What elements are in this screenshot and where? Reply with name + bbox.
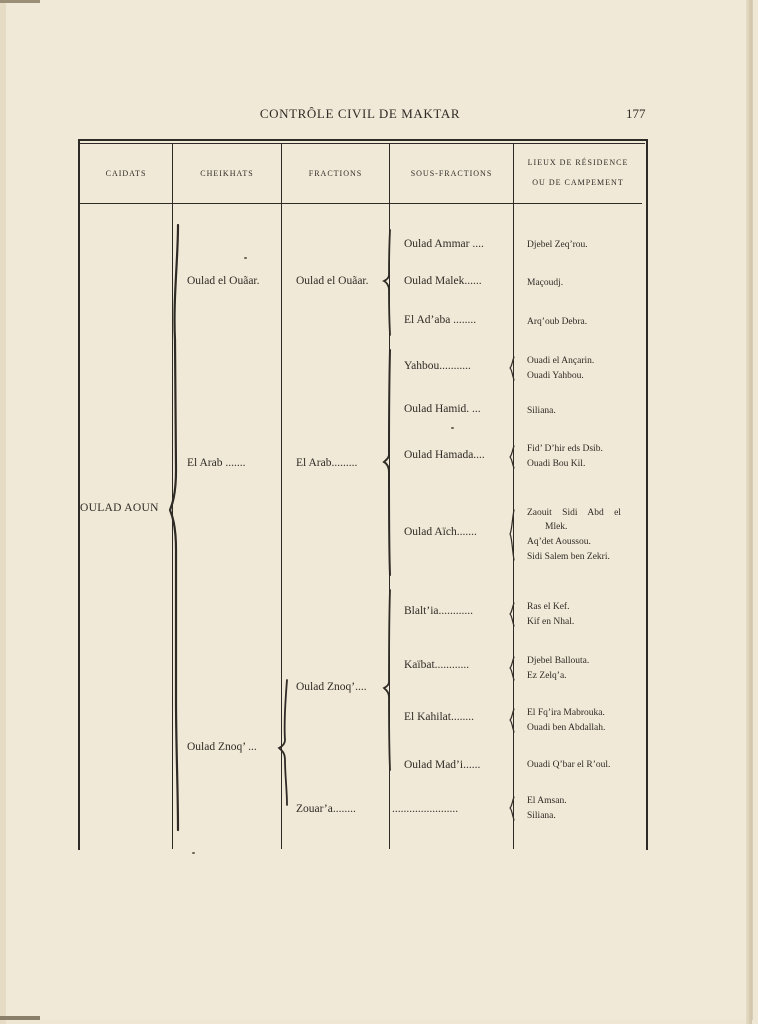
residence-cell: Kif en Nhal.: [527, 617, 575, 627]
sous-fraction-cell: Oulad Ammar ....: [404, 238, 484, 250]
running-head: CONTRÔLE CIVIL DE MAKTAR: [259, 106, 461, 121]
page-left-edge: [0, 0, 6, 1024]
cheikhat-cell: Oulad el Ouãar.: [187, 275, 260, 287]
sous-fraction-cell: Oulad Hamada....: [404, 449, 485, 461]
table-header-rule: [79, 203, 642, 204]
scan-corner-mark-bottom: [0, 1016, 40, 1020]
fraction-cell: Zouar’a........: [296, 803, 356, 815]
sous-fraction-cell: El Kahilat........: [404, 711, 474, 723]
sous-fraction-dotted-leader: .......................: [392, 803, 459, 815]
cheikhat-cell: Oulad Znoq’ ...: [187, 741, 257, 753]
residence-cell: Djebel Zeq’rou.: [527, 240, 588, 250]
residence-cell: Ras el Kef.: [527, 602, 570, 612]
residence-cell: Ouadi Q’bar el R’oul.: [527, 760, 611, 770]
sous-fraction-cell: Blalt’ia............: [404, 605, 473, 617]
column-divider: [389, 143, 390, 849]
residence-cell: El Amsan.: [527, 796, 567, 806]
scan-corner-mark-top: [0, 0, 40, 3]
residence-cell: Siliana.: [527, 406, 556, 416]
residence-cell: Ouadi Yahbou.: [527, 371, 584, 381]
print-speck: [451, 427, 454, 429]
page-number: 177: [626, 106, 646, 121]
caidat-name: OULAD AOUN: [80, 502, 159, 514]
cheikhat-cell: El Arab .......: [187, 457, 246, 469]
header-fractions: FRACTIONS: [308, 168, 363, 178]
header-cheikhats: CHEIKHATS: [200, 168, 254, 178]
residence-cell: Mlek.: [545, 522, 568, 532]
header-sous-fractions: SOUS-FRACTIONS: [410, 168, 493, 178]
column-divider: [513, 143, 514, 849]
residence-cell: Ouadi Bou Kil.: [527, 459, 586, 469]
header-caidats: CAIDATS: [105, 168, 147, 178]
fraction-cell: Oulad el Ouãar.: [296, 275, 369, 287]
sous-fraction-cell: Oulad Mad’i......: [404, 759, 481, 771]
fraction-cell: El Arab.........: [296, 457, 358, 469]
fraction-cell: Oulad Znoq’....: [296, 681, 367, 693]
residence-cell: Ouadi el Ançarin.: [527, 356, 595, 366]
sous-fraction-cell: Yahbou...........: [404, 360, 471, 372]
column-divider: [281, 143, 282, 849]
residence-cell: Sidi Salem ben Zekri.: [527, 552, 610, 562]
header-lieux-line1: LIEUX DE RÉSIDENCE: [527, 158, 629, 167]
residence-cell: Aq’det Aoussou.: [527, 537, 591, 547]
print-speck: [192, 852, 195, 854]
residence-cell: Djebel Ballouta.: [527, 656, 590, 666]
residence-cell: Siliana.: [527, 811, 556, 821]
residence-cell: Zaouit Sidi Abd el: [527, 508, 621, 518]
column-divider: [172, 143, 173, 849]
sous-fraction-cell: Kaïbat............: [404, 659, 470, 671]
print-speck: [244, 257, 247, 259]
sous-fraction-cell: Oulad Aïch.......: [404, 526, 477, 538]
residence-cell: Maçoudj.: [527, 278, 564, 288]
residence-cell: Arq’oub Debra.: [527, 317, 588, 327]
residence-cell: Fid’ D’hir eds Dsib.: [527, 444, 603, 454]
residence-cell: Ez Zelq’a.: [527, 671, 567, 681]
page-right-edge: [746, 0, 752, 1024]
sous-fraction-cell: Oulad Hamid. ...: [404, 403, 481, 415]
residence-cell: Ouadi ben Abdallah.: [527, 723, 606, 733]
sous-fraction-cell: Oulad Malek......: [404, 275, 482, 287]
header-lieux-line2: OU DE CAMPEMENT: [532, 178, 624, 187]
header-lieux: [514, 143, 642, 203]
sous-fraction-cell: El Ad’aba ........: [404, 314, 477, 326]
residence-cell: El Fq’ira Mabrouka.: [527, 708, 605, 718]
